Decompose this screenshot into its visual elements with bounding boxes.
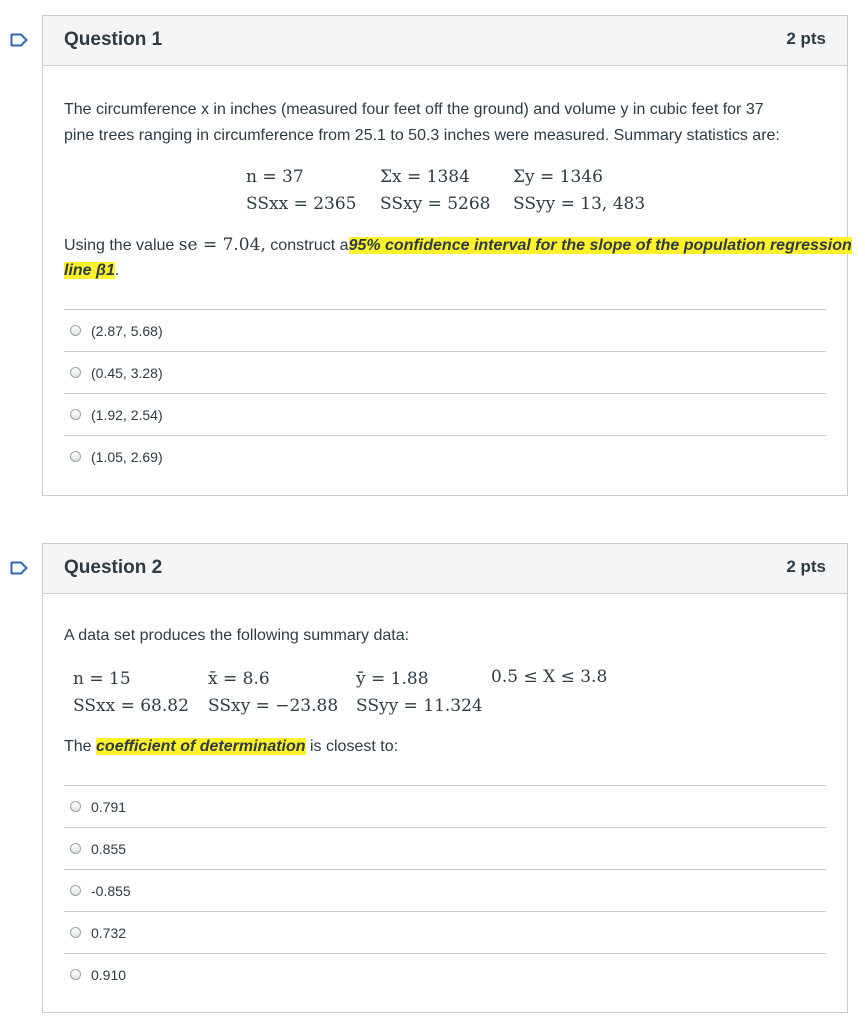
bookmark-flag-icon[interactable] xyxy=(10,561,28,575)
radio-button-icon[interactable] xyxy=(70,843,81,854)
answer-option[interactable] xyxy=(64,393,826,435)
question-prompt-line2 xyxy=(64,258,119,284)
prompt-highlight: coefficient of determination xyxy=(96,738,306,755)
question-2 xyxy=(42,543,848,1013)
stat-ss-xy: SSxy = −23.88 xyxy=(208,696,339,716)
question-header xyxy=(43,544,847,594)
answer-label: (2.87, 5.68) xyxy=(91,322,163,339)
radio-button-icon[interactable] xyxy=(70,801,81,812)
stat-ss-yy: SSyy = 11.324 xyxy=(356,696,483,716)
question-text-line: The circumference x in inches (measured four feet off the ground) and volume y in cubic feet for 37 xyxy=(64,101,764,118)
prompt-middle: construct a xyxy=(270,237,349,254)
stat-sum-x: Σx = 1384 xyxy=(380,167,470,187)
stat-ss-xx: SSxx = 2365 xyxy=(246,194,357,214)
question-1 xyxy=(42,15,852,496)
stat-ss-xx: SSxx = 68.82 xyxy=(73,696,189,716)
stat-x-range: 0.5 ≤ X ≤ 3.8 xyxy=(491,667,608,687)
prompt-prefix: Using the value xyxy=(64,237,175,254)
question-title: Question 1 xyxy=(64,29,163,50)
prompt-prefix: The xyxy=(64,738,92,755)
prompt-suffix: . xyxy=(114,262,120,279)
answer-option[interactable] xyxy=(64,953,826,995)
answer-list xyxy=(64,785,826,995)
bookmark-flag-icon[interactable] xyxy=(10,33,28,47)
answer-label: 0.732 xyxy=(91,924,127,941)
question-header xyxy=(43,16,847,66)
radio-button-icon[interactable] xyxy=(70,451,81,462)
answer-label: 0.791 xyxy=(91,798,127,815)
question-prompt xyxy=(64,232,852,259)
answer-option[interactable] xyxy=(64,309,826,351)
prompt-se-value: se = 7.04, xyxy=(178,235,266,255)
answer-label: (1.92, 2.54) xyxy=(91,406,163,423)
stat-ss-xy: SSxy = 5268 xyxy=(380,194,491,214)
radio-button-icon[interactable] xyxy=(70,325,81,336)
answer-option[interactable] xyxy=(64,351,826,393)
stat-x-bar: x̄ = 8.6 xyxy=(208,669,270,689)
radio-button-icon[interactable] xyxy=(70,885,81,896)
answer-label: 0.855 xyxy=(91,840,127,857)
stat-n: n = 15 xyxy=(73,669,131,689)
question-title: Question 2 xyxy=(64,557,163,578)
answer-option[interactable] xyxy=(64,827,826,869)
question-points: 2 pts xyxy=(786,29,826,48)
radio-button-icon[interactable] xyxy=(70,969,81,980)
question-text-line: pine trees ranging in circumference from 25.1 to 50.3 inches were measured. Summary statistics are: xyxy=(64,127,780,144)
answer-option[interactable] xyxy=(64,785,826,827)
prompt-highlight: 95% confidence interval for the slope of the population regression xyxy=(348,237,852,254)
question-points: 2 pts xyxy=(786,557,826,576)
prompt-suffix: is closest to: xyxy=(310,738,399,755)
answer-label: -0.855 xyxy=(91,882,131,899)
answer-label: (0.45, 3.28) xyxy=(91,364,163,381)
stat-sum-y: Σy = 1346 xyxy=(513,167,603,187)
answer-label: 0.910 xyxy=(91,966,127,983)
stat-ss-yy: SSyy = 13, 483 xyxy=(513,194,646,214)
answer-label: (1.05, 2.69) xyxy=(91,448,163,465)
radio-button-icon[interactable] xyxy=(70,409,81,420)
question-prompt xyxy=(64,734,398,760)
answer-option[interactable] xyxy=(64,911,826,953)
stat-y-bar: ȳ = 1.88 xyxy=(356,669,429,689)
prompt-highlight: line β1 xyxy=(64,262,115,279)
answer-list xyxy=(64,309,826,477)
answer-option[interactable] xyxy=(64,435,826,477)
answer-option[interactable] xyxy=(64,869,826,911)
radio-button-icon[interactable] xyxy=(70,927,81,938)
stat-n: n = 37 xyxy=(246,167,304,187)
radio-button-icon[interactable] xyxy=(70,367,81,378)
question-text-line: A data set produces the following summary data: xyxy=(64,627,410,644)
